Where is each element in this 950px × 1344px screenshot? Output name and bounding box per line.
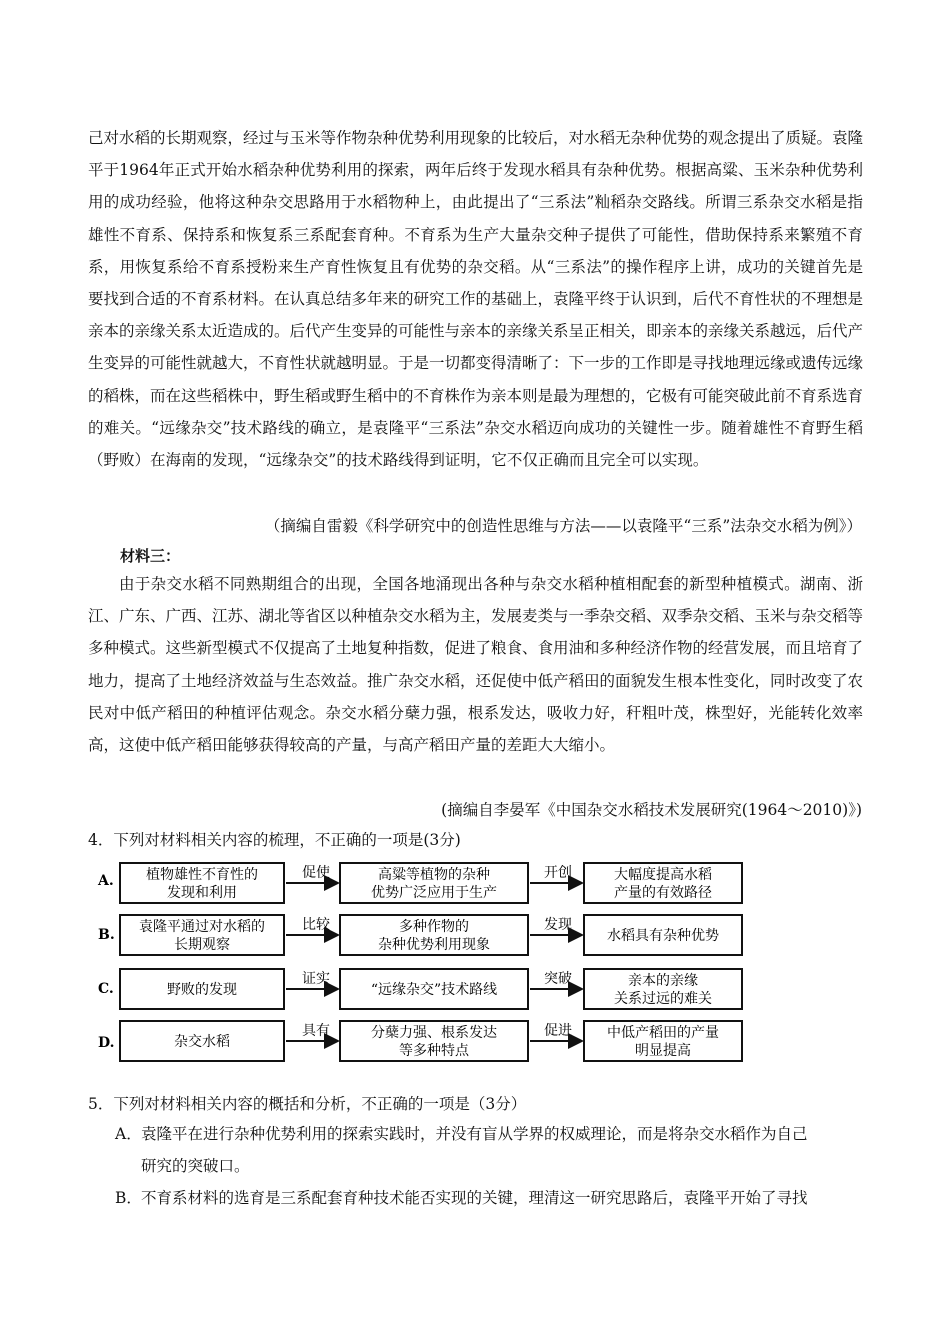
option-a-label: A． [115,1125,142,1143]
box-1-line-2: 长期观察 [174,937,230,953]
question-5-stem: 5．下列对材料相关内容的概括和分析，不正确的一项是（3分） [88,1095,527,1113]
option-a-text-line-1: 袁隆平在进行杂种优势利用的探索实践时，并没有盲从学界的权威理论，而是将杂交水稻作为自己 [141,1125,808,1143]
q4-row-b [98,915,742,955]
box-1-line-1: 野败的发现 [167,982,237,998]
option-a-text-line-2: 研究的突破口。 [141,1157,250,1175]
arrow-1-label: 证实 [302,971,330,987]
arrow-2-label: 突破 [544,971,572,987]
box-3-line-1: 大幅度提高水稻 [614,867,712,883]
material3-paragraph: 由于杂交水稻不同熟期组合的出现，全国各地涌现出各种与杂交水稻种植相配套的新型种植模式。湖南、浙江、广东、广西、江苏、湖北等省区以种植杂交水稻为主，发展麦类与一季杂交稻、双季杂交稻、玉米与杂交稻等多种模式。这些新型模式不仅提高了土地复种指数，促进了粮食、食用油和多种经济作物的经营发展，而且培育了地力，提高了土地经济效益与生态效益。推广杂交水稻，还促使中低产稻田的面貌发生根本性变化，同时改变了农民对中低产稻田的种植评估观念。杂交水稻分蘖力强，根系发达，吸收力好，秆粗叶茂，株型好，光能转化效率高，这使中低产稻田能够获得较高的产量，与高产稻田产量的差距大大缩小。 [88,575,864,755]
arrow-2-label: 促进 [544,1023,572,1039]
option-b-text-line-1: 不育系材料的选育是三系配套育种技术能否实现的关键，理清这一研究思路后，袁隆平开始了寻找 [141,1189,808,1207]
arrow-2-label: 开创 [544,865,572,881]
box-3-line-2: 产量的有效路径 [614,885,712,901]
option-b-label: B． [115,1189,142,1207]
q5-option-b[interactable] [115,1182,863,1214]
material3-heading: 材料三： [120,547,181,565]
box-3-line-2: 明显提高 [635,1043,691,1059]
box-2-line-1: 分蘖力强、根系发达 [371,1025,497,1041]
q5-option-a[interactable] [115,1118,863,1182]
box-2-line-2: 等多种特点 [399,1043,469,1059]
row-label: D. [98,1035,115,1051]
box-2-line-2: 优势广泛应用于生产 [371,885,497,901]
row-label: C. [98,981,114,997]
box-3-line-1: 水稻具有杂种优势 [607,928,719,944]
arrow-1-label: 具有 [302,1023,330,1039]
box-1-line-1: 植物雄性不育性的 [146,867,258,883]
question-4-stem: 4．下列对材料相关内容的梳理，不正确的一项是(3分) [88,831,461,849]
q4-flow-diagram [96,855,766,1069]
box-3-line-2: 关系过远的难关 [614,991,712,1007]
row-label: A. [98,873,114,889]
q4-row-a [97,863,742,903]
box-2-line-1: 高粱等植物的杂种 [378,867,490,883]
q4-row-c [98,969,742,1009]
arrow-1-label: 促使 [302,865,330,881]
box-1-line-1: 杂交水稻 [174,1034,230,1050]
box-1-line-2: 发现和利用 [167,885,237,901]
arrow-2-label: 发现 [544,917,572,933]
box-3-line-1: 亲本的亲缘 [628,973,698,989]
material2-source: （摘编自雷毅《科学研究中的创造性思维与方法——以袁隆平“三系”法杂交水稻为例》） [264,517,862,535]
material2-paragraph: 己对水稻的长期观察，经过与玉米等作物杂种优势利用现象的比较后，对水稻无杂种优势的观念提出了质疑。袁隆平于1964年正式开始水稻杂种优势利用的探索，两年后终于发现水稻具有杂种优势。根据高粱、玉米杂种优势利用的成功经验，他将这种杂交思路用于水稻物种上，由此提出了“三系法”籼稻杂交路线。所谓三系杂交水稻是指雄性不育系、保持系和恢复系三系配套育种。不育系为生产大量杂交种子提供了可能性，借助保持系来繁殖不育系，用恢复系给不育系授粉来生产育性恢复且有优势的杂交稻。从“三系法”的操作程序上讲，成功的关键首先是要找到合适的不育系材料。在认真总结多年来的研究工作的基础上，袁隆平终于认识到，后代不育性状的不理想是亲本的亲缘关系太近造成的。后代产生变异的可能性与亲本的亲缘关系呈正相关，即亲本的亲缘关系越远，后代产生变异的可能性就越大，不育性状就越明显。于是一切都变得清晰了：下一步的工作即是寻找地理远缘或遗传远缘的稻株，而在这些稻株中，野生稻或野生稻中的不育株作为亲本则是最为理想的，它极有可能突破此前不育系选育的难关。“远缘杂交”技术路线的确立，是袁隆平“三系法”杂交水稻迈向成功的关键性一步。随着雄性不育野生稻（野败）在海南的发现，“远缘杂交”的技术路线得到证明，它不仅正确而且完全可以实现。 [88,129,864,470]
row-label: B. [98,927,115,943]
arrow-1-label: 比较 [302,917,330,933]
box-1-line-1: 袁隆平通过对水稻的 [139,919,265,935]
box-2-line-2: 杂种优势利用现象 [378,937,490,953]
material3-source: (摘编自李晏军《中国杂交水稻技术发展研究(1964～2010)》) [441,801,862,819]
box-3-line-1: 中低产稻田的产量 [607,1025,719,1041]
box-2-line-1: 多种作物的 [399,919,469,935]
box-2-line-1: “远缘杂交”技术路线 [370,982,498,998]
q4-row-d [98,1021,742,1061]
